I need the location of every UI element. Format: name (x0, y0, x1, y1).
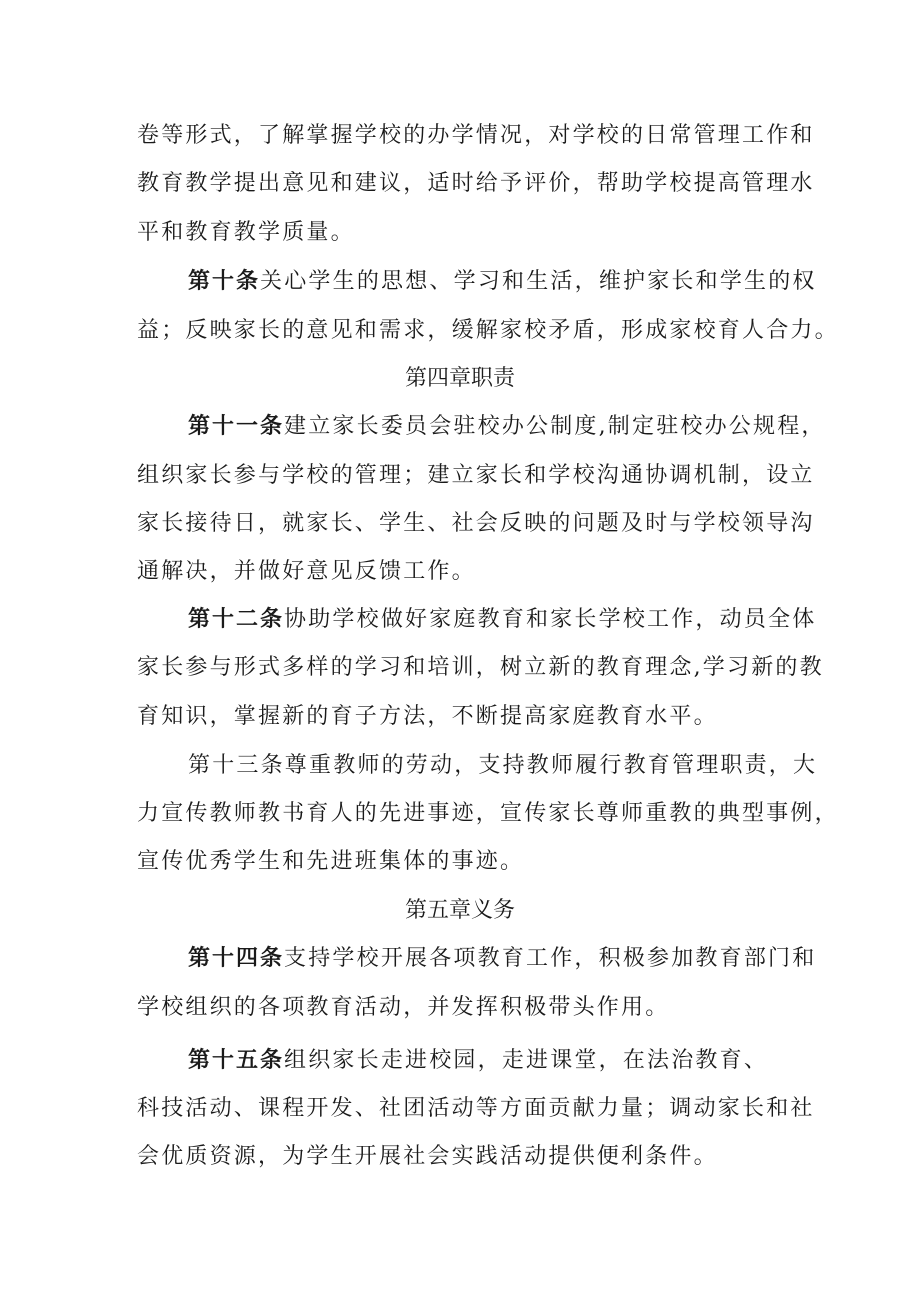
article-text: 建立家长委员会驻校办公制度,制定驻校办公规程， (284, 414, 826, 439)
paragraph-line: 第十三条尊重教师的劳动，支持教师履行教育管理职责，大 (188, 753, 818, 778)
article-text: 组织家长走进校园，走进课堂，在法治教育、 (284, 1048, 769, 1073)
article-14-line (188, 944, 817, 974)
paragraph-line: 家长参与形式多样的学习和培训，树立新的教育理念,学习新的教 (137, 655, 824, 680)
paragraph-line: 益；反映家长的意见和需求，缓解家校矛盾，形成家校育人合力。 (137, 318, 839, 343)
paragraph-line: 育知识，掌握新的育子方法，不断提高家庭教育水平。 (137, 704, 718, 729)
article-10-line (188, 267, 817, 297)
article-11-line (188, 412, 826, 442)
article-text: 关心学生的思想、学习和生活，维护家长和学生的权 (260, 269, 817, 294)
paragraph-line: 学校组织的各项教育活动，并发挥积极带头作用。 (137, 995, 670, 1020)
article-label: 第十四条 (188, 946, 285, 971)
article-label: 第十五条 (188, 1048, 285, 1073)
paragraph-line: 平和教育教学质量。 (137, 220, 355, 245)
article-text: 协助学校做好家庭教育和家长学校工作，动员全体 (284, 607, 817, 632)
chapter-heading: 第四章职责 (404, 366, 515, 391)
article-label: 第十条 (188, 269, 261, 294)
paragraph-line: 家长接待日，就家长、学生、社会反映的问题及时与学校领导沟 (137, 511, 815, 536)
paragraph-line: 组织家长参与学校的管理；建立家长和学校沟通协调机制，设立 (137, 463, 815, 488)
paragraph-line: 通解决，并做好意见反馈工作。 (137, 559, 476, 584)
paragraph-line: 力宣传教师教书育人的先进事迹，宣传家长尊师重教的典型事例， (137, 801, 839, 826)
paragraph-line: 会优质资源，为学生开展社会实践活动提供便利条件。 (137, 1144, 718, 1169)
article-15-line (188, 1046, 797, 1076)
article-label: 第十二条 (188, 607, 285, 632)
article-text: 支持学校开展各项教育工作，积极参加教育部门和 (284, 946, 817, 971)
paragraph-line: 科技活动、课程开发、社团活动等方面贡献力量；调动家长和社 (137, 1096, 815, 1121)
paragraph-line: 卷等形式，了解掌握学校的办学情况，对学校的日常管理工作和 (137, 123, 815, 148)
chapter-heading: 第五章义务 (404, 898, 515, 923)
paragraph-line: 宣传优秀学生和先进班集体的事迹。 (137, 849, 525, 874)
paragraph-line: 教育教学提出意见和建议，适时给予评价，帮助学校提高管理水 (137, 171, 815, 196)
article-label: 第十一条 (188, 414, 285, 439)
article-12-line (188, 605, 817, 635)
